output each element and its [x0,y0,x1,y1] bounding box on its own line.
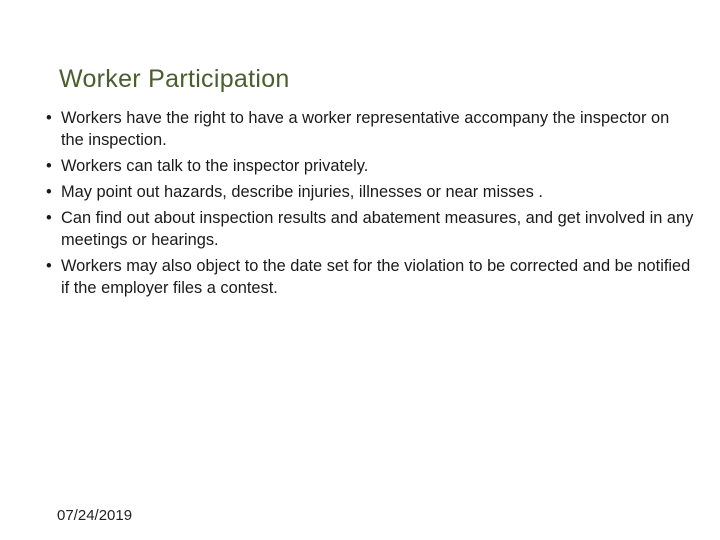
bullet-text: May point out hazards, describe injuries, illnesses or near misses . [61,183,543,201]
list-item [46,255,694,299]
bullet-icon: • [46,109,52,127]
bullet-text: Workers can talk to the inspector privately. [61,157,369,175]
bullet-icon: • [46,183,52,201]
bullet-icon: • [46,157,52,175]
bullet-text: Can find out about inspection results and abatement measures, and get involved in any meetings or hearings. [61,209,694,249]
bullet-icon: • [46,257,52,275]
bullet-list [46,107,694,303]
slide-title: Worker Participation [59,65,290,93]
list-item [46,207,694,251]
footer-date: 07/24/2019 [57,507,133,524]
list-item [46,181,694,203]
list-item [46,155,694,177]
bullet-text: Workers may also object to the date set for the violation to be corrected and be notified if the employer files a contest. [61,257,691,297]
bullet-icon: • [46,209,52,227]
bullet-text: Workers have the right to have a worker representative accompany the inspector on the inspection. [61,109,670,149]
list-item [46,107,694,151]
